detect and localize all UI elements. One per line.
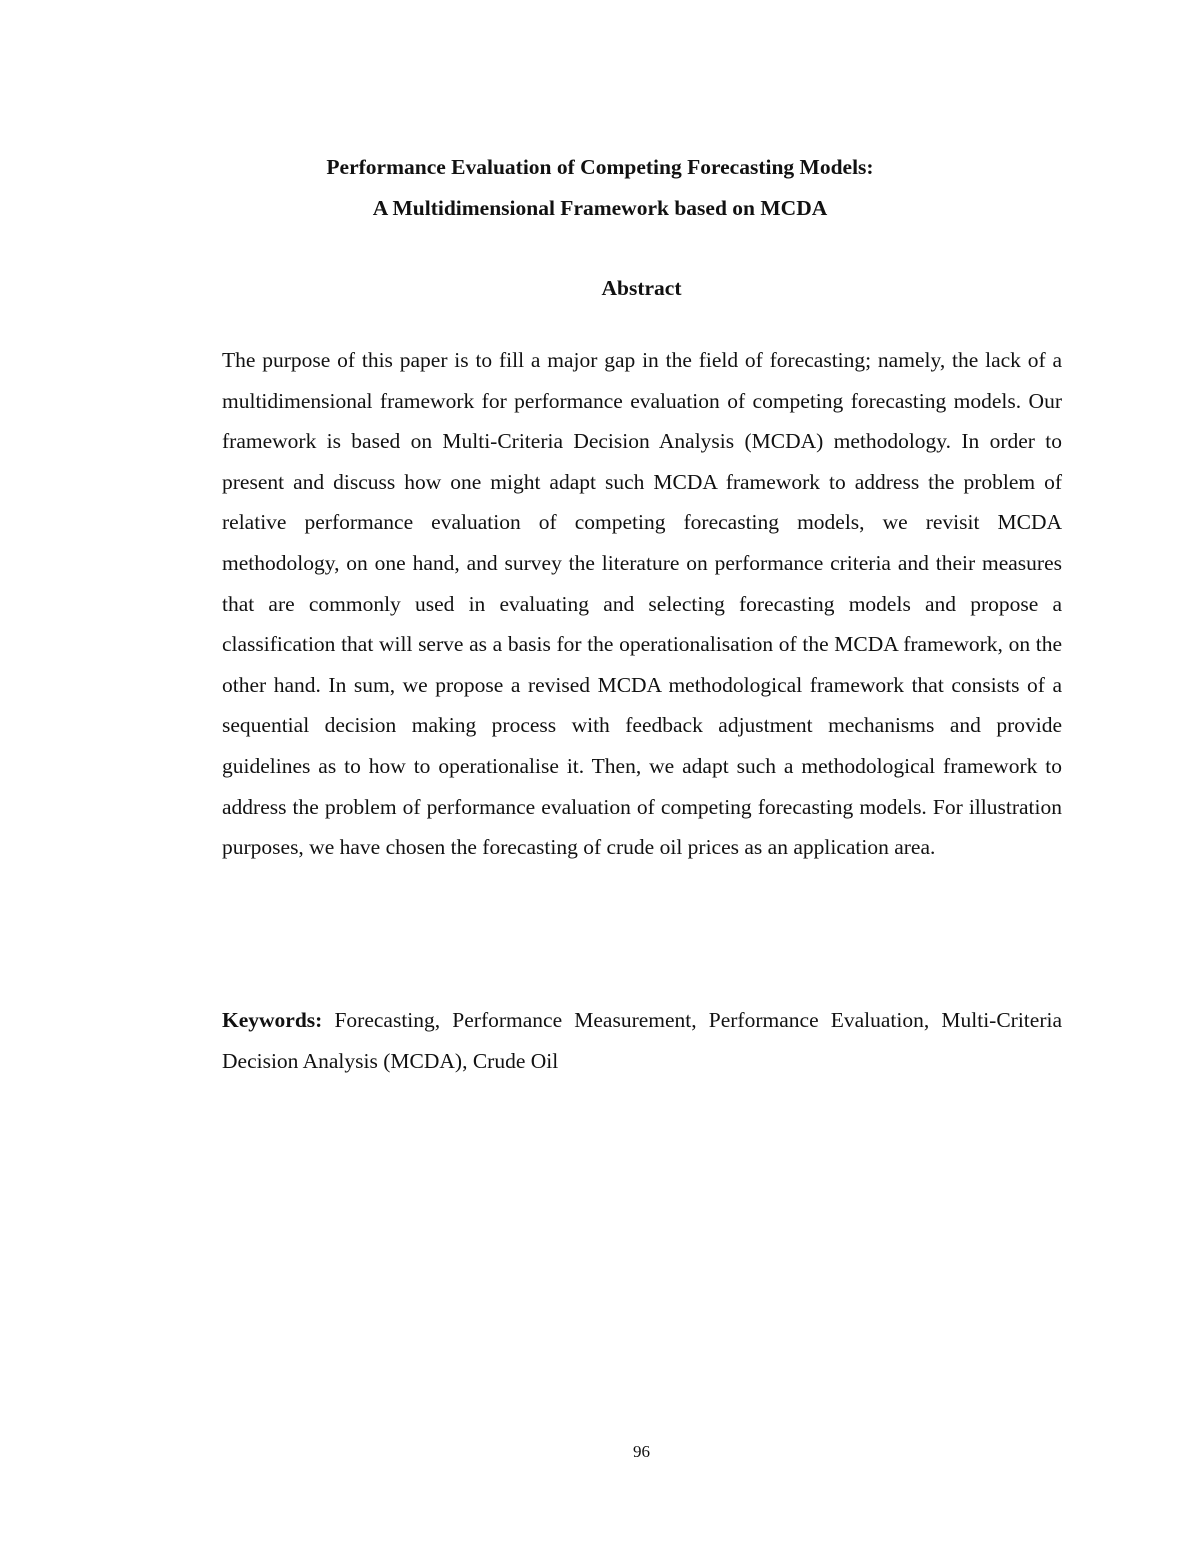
keywords-text: Forecasting, Performance Measurement, Performance Evaluation, Multi-Criteria Decision Analysis (MCDA), Crude Oil [222,1008,1063,1073]
abstract-heading: Abstract [601,276,682,300]
abstract-text: The purpose of this paper is to fill a major gap in the field of forecasting; namely, the lack of a multidimensional framework for performance evaluation of competing forecasting models. Our framework is based on Multi-Criteria Decision Analysis (MCDA) methodology. In order to present and discuss how one might adapt such MCDA framework to address the problem of relative performance evaluation of competing forecasting models, we revisit MCDA methodology, on one hand, and survey the literature on performance criteria and their measures that are commonly used in evaluating and selecting forecasting models and propose a classification that will serve as a basis for the operationalisation of the MCDA framework, on the other hand. In sum, we propose a revised MCDA methodological framework that consists of a sequential decision making process with feedback adjustment mechanisms and provide guidelines as to how to operationalise it. Then, we adapt such a methodological framework to address the problem of performance evaluation of competing forecasting models. For illustration purposes, we have chosen the forecasting of crude oil prices as an application area. [222,348,1062,860]
title-line-1: Performance Evaluation of Competing Forecasting Models: [326,155,874,179]
keywords-paragraph [222,1000,1062,1081]
keywords-label: Keywords: [222,1008,323,1032]
page-number: 96 [633,1442,650,1461]
title-line-2: A Multidimensional Framework based on MCDA [372,196,828,220]
